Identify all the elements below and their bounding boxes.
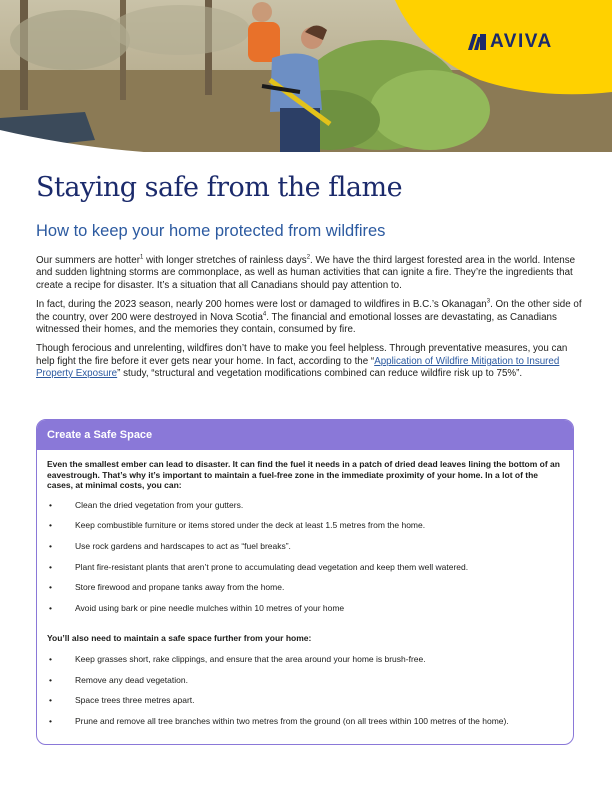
foliage — [10, 10, 130, 70]
footnote-ref: 2 — [306, 254, 311, 261]
aviva-logo-mark — [468, 34, 486, 50]
callout-header — [37, 420, 573, 450]
person-head — [252, 2, 272, 22]
bullet-icon: • — [49, 540, 52, 551]
bullet-icon: • — [49, 520, 52, 531]
shrub — [370, 70, 490, 150]
bullet-icon: • — [49, 653, 52, 664]
person-orange-shirt — [248, 22, 280, 62]
footnote-ref: 4 — [262, 311, 267, 318]
bullet-icon: • — [49, 674, 52, 685]
intro-paragraph-2: In fact, during the 2023 season, nearly 200 homes were lost or damaged to wildfires in B.C.’s Okanagan$^3$. On the other side of the country, over 200 were destroyed in Nova Scotia$^4$. The financial and emotional losses are devastating, as Canadians witnessed their homes, and the memories they contain, consumed by fire. — [36, 298, 582, 336]
intro-paragraph-1: Our summers are hotter$^1$ with longer stretches of rainless days$^2$. We have the third largest forested area in the world. Intense and sudden lightning storms are commonplace, as well as human activities that can ignite a fire. They’re the ingredients that create a recipe for disaster. It’s a situation that all Canadians should pay attention to. — [36, 254, 576, 291]
list-item: • Prune and remove all tree branches within two metres from the ground (on all trees within 100 metres of the home). — [49, 715, 509, 726]
bullet-icon: • — [49, 582, 52, 593]
list-item: • Keep grasses short, rake clippings, and ensure that the area around your home is brush-free. — [49, 653, 426, 664]
intro-paragraph-3: Though ferocious and unrelenting, wildfires don’t have to make you feel helpless. Through preventative measures, you can help fight the fire before it ever gets near your home. In fact, according to the “Application of Wildfire Mitigation to Insured Property Exposure” study, “structural and vegetation modifications combined can reduce wildfire risk up to 75%”. — [36, 343, 568, 380]
list-item: • Avoid using bark or pine needle mulches within 10 metres of your home — [49, 602, 345, 613]
foliage — [110, 5, 250, 55]
list-item: • Clean the dried vegetation from your gutters. — [49, 499, 244, 510]
bullet-icon: • — [49, 561, 52, 572]
bullet-icon: • — [49, 602, 52, 613]
outer-zone-list — [47, 654, 563, 726]
study-link[interactable]: Application of Wildfire Mitigation to Insured Property Exposure — [36, 355, 560, 380]
list-item: • Plant fire-resistant plants that aren’t prone to accumulating dead vegetation and keep them well watered. — [49, 561, 469, 572]
immediate-zone-list — [47, 500, 563, 614]
aviva-logo-text: AVIVA — [490, 31, 553, 52]
bullet-icon: • — [49, 695, 52, 706]
callout-lead: Even the smallest ember can lead to disaster. It can find the fuel it needs in a patch of dried dead leaves lining the bottom of an eavestrough. That’s why it’s important to maintain a fuel-free zone in the immediate proximity of your home. In a lot of the cases, at minimal costs, you can: — [47, 459, 560, 491]
list-item: • Use rock gardens and hardscapes to act as “fuel breaks”. — [49, 540, 291, 551]
list-item: • Space trees three metres apart. — [49, 695, 195, 706]
footnote-ref: 1 — [140, 254, 144, 261]
hero-illustration — [0, 0, 612, 152]
callout-second-lead: You’ll also need to maintain a safe space further from your home: — [47, 633, 312, 644]
page-title: Staying safe from the flame — [36, 172, 403, 203]
bullet-icon: • — [49, 715, 52, 726]
list-item: • Remove any dead vegetation. — [49, 674, 188, 685]
bullet-icon: • — [49, 499, 52, 510]
page-subtitle: How to keep your home protected from wildfires — [36, 222, 386, 240]
list-item: • Keep combustible furniture or items stored under the deck at least 1.5 metres from the home. — [49, 520, 426, 531]
hero-photo — [0, 0, 612, 152]
list-item: • Store firewood and propane tanks away from the home. — [49, 582, 285, 593]
aviva-logo — [468, 31, 553, 53]
intro-section — [36, 255, 582, 388]
safe-space-callout — [36, 419, 574, 745]
callout-body — [37, 450, 573, 726]
callout-title: Create a Safe Space — [47, 429, 153, 441]
footnote-ref: 3 — [486, 298, 491, 305]
